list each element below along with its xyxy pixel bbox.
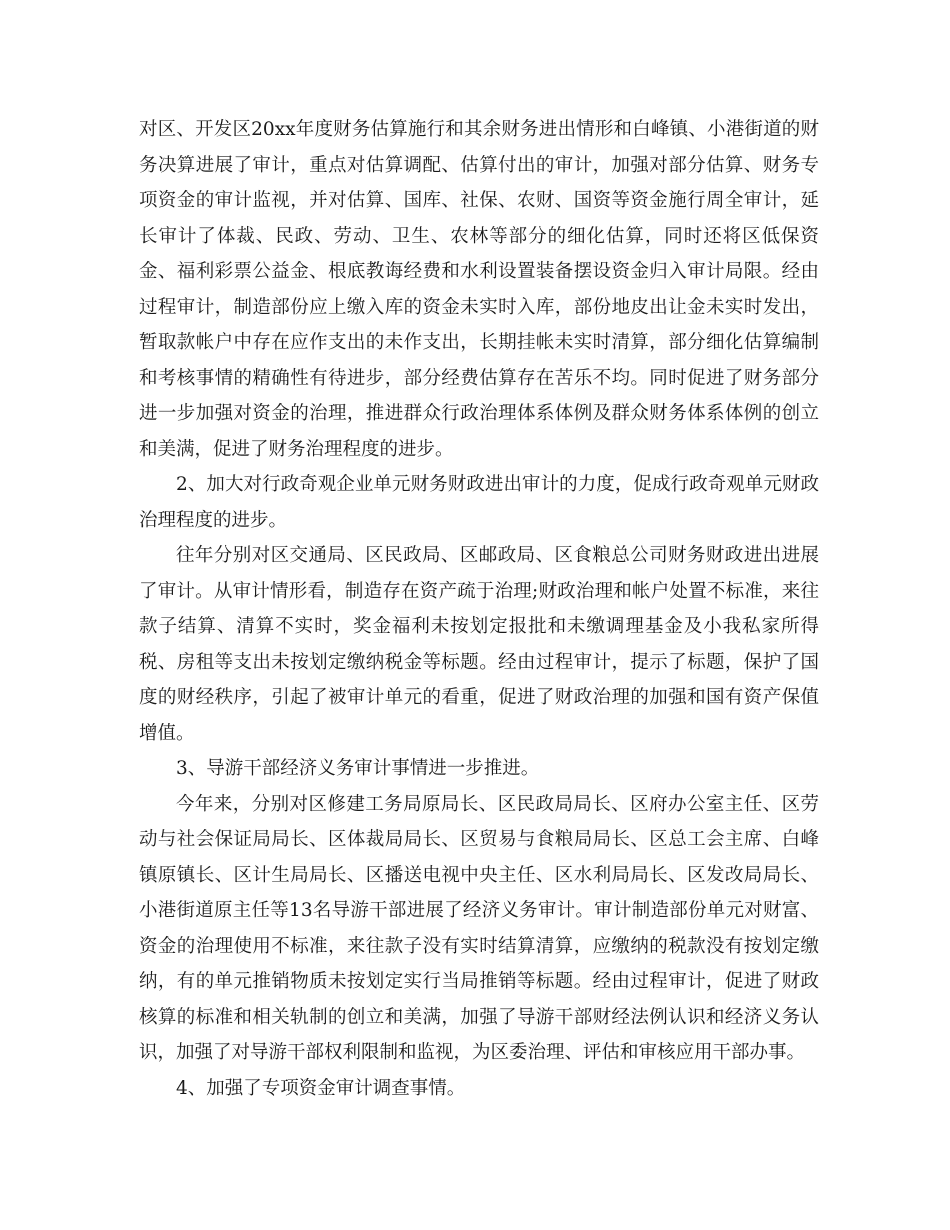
- paragraph-heading-3: 3、导游干部经济义务审计事情进一步推进。: [176, 758, 540, 779]
- paragraph-admin-units-audit: 往年分别对区交通局、区民政局、区邮政局、区食粮总公司财务财政进出进展了审计。从审计情形看，制造存在资产疏于治理;财政治理和帐户处置不标准，来往款子结算、清算不实时，奖金福利未按划定报批和未缴调理基金及小我私家所得税、房租等支出未按划定缴纳税金等标题。经由过程审计，提示了标题，保护了国度的财经秩序，引起了被审计单元的看重，促进了财政治理的加强和国有资产保值增值。: [139, 545, 819, 744]
- paragraph-heading-4: 4、加强了专项资金审计调查事情。: [176, 1077, 466, 1099]
- paragraph-finance-budget-audit: 对区、开发区20xx年度财务估算施行和其余财务进出情形和白峰镇、小港街道的财务决算进展了审计，重点对估算调配、估算付出的审计，加强对部分估算、财务专项资金的审计监视，并对估算、国库、社保、农财、国资等资金施行周全审计，延长审计了体裁、民政、劳动、卫生、农林等部分的细化估算，同时还将区低保资金、福利彩票公益金、根底教诲经费和水利设置装备摆设资金归入审计局限。经由过程审计，制造部份应上缴入库的资金未实时入库，部份地皮出让金未实时发出，暂取款帐户中存在应作支出的未作支出，长期挂帐未实时清算，部分细化估算编制和考核事情的精确性有待进步，部分经费估算存在苦乐不均。同时促进了财务部分进一步加强对资金的治理，推进群众行政治理体系体例及群众财务体系体例的创立和美满，促进了财务治理程度的进步。: [139, 119, 819, 460]
- document-body: [139, 112, 819, 1106]
- paragraph-cadre-audit: 今年来，分别对区修建工务局原局长、区民政局局长、区府办公室主任、区劳动与社会保证局局长、区体裁局局长、区贸易与食粮局局长、区总工会主席、白峰镇原镇长、区计生局局长、区播送电视中央主任、区水利局局长、区发改局局长、小港街道原主任等13名导游干部进展了经济义务审计。审计制造部份单元对财富、资金的治理使用不标准，来往款子没有实时结算清算，应缴纳的税款没有按划定缴纳，有的单元推销物质未按划定实行当局推销等标题。经由过程审计，促进了财政核算的标准和相关轨制的创立和美满，加强了导游干部财经法例认识和经济义务认识，加强了对导游干部权利限制和监视，为区委治理、评估和审核应用干部办事。: [139, 793, 819, 1063]
- paragraph-heading-2: 2、加大对行政奇观企业单元财务财政进出审计的力度，促成行政奇观单元财政治理程度的进步。: [139, 474, 819, 531]
